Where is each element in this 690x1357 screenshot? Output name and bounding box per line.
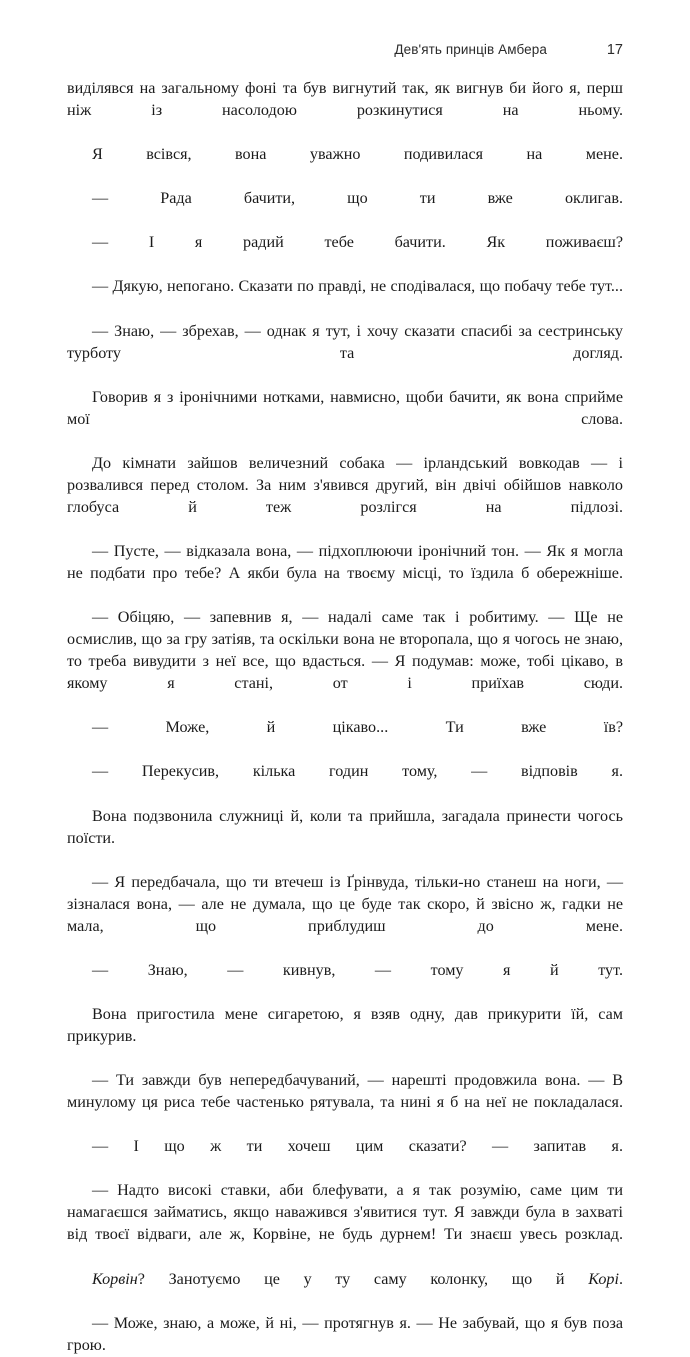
paragraph: До кімнати зайшов величезний собака — ірландський вовкодав — і розвалився перед столом. За ним з'явився другий, він двічі обійшов навколо глобуса й теж розлігся на підлозі. [67, 454, 623, 516]
running-head [67, 42, 623, 62]
text-run: . [618, 1270, 623, 1288]
paragraph: — Обіцяю, — запевнив я, — надалі саме так і робитиму. — Ще не осмислив, що за гру затіяв, та оскільки вона не второпала, що я чогось не знаю, то треба вивудити з неї все, що вдасться. — Я подумав: може, тобі цікаво, в якому я стані, от і приїхав сюди. [67, 609, 623, 693]
paragraph: — Надто високі ставки, аби блефувати, а я так розумію, саме цим ти намагаєшся займатись, якщо наважився з'явитися тут. Я завжди була в захваті від твоєї відваги, але ж, Корвіне, не будь дурнем! Ти знаєш увесь розклад. [67, 1182, 623, 1244]
body-text-block [67, 78, 623, 1357]
paragraph: — Ти завжди був непередбачуваний, — нарешті продовжила вона. — В минулому ця риса тебе частенько рятувала, та нині я б на неї не покладалася. [67, 1072, 623, 1112]
italic-text: Корі [588, 1270, 619, 1288]
paragraph: Говорив я з іронічними нотками, навмисно, щоби бачити, як вона сприйме мої слова. [67, 388, 623, 428]
paragraph [67, 1269, 623, 1313]
paragraph: — Рада бачити, що ти вже оклигав. [92, 190, 623, 208]
paragraph: — Може, й цікаво... Ти вже їв? [92, 719, 623, 737]
italic-text: Корвін [92, 1270, 138, 1288]
paragraph: — Дякую, непогано. Сказати по правді, не сподівалася, що побачу тебе тут... [92, 278, 623, 296]
paragraph: — Знаю, — кивнув, — тому я й тут. [92, 961, 623, 979]
paragraph: — І що ж ти хочеш цим сказати? — запитав я. [92, 1138, 623, 1156]
paragraph: Я всівся, вона уважно подивилася на мене. [92, 146, 623, 164]
paragraph: — Знаю, — збрехав, — однак я тут, і хочу сказати спасибі за сестринську турботу та догляд. [67, 322, 623, 362]
running-head-book-title: Дев'ять принців Амбера [394, 42, 547, 57]
text-run: ? Занотуємо це у ту саму колонку, що й [137, 1270, 589, 1288]
paragraph: виділявся на загальному фоні та був вигнутий так, як вигнув би його я, перш ніж із насолодою розкинутися на ньому. [67, 80, 623, 120]
paragraph: Вона пригостила мене сигаретою, я взяв одну, дав прикурити їй, сам прикурив. [67, 1005, 623, 1046]
paragraph: — І я радий тебе бачити. Як поживаєш? [92, 234, 623, 252]
paragraph: — Перекусив, кілька годин тому, — відповів я. [92, 763, 623, 781]
paragraph: — Я передбачала, що ти втечеш із Ґрінвуда, тільки-но станеш на ноги, — зізналася вона, — але не думала, що це буде так скоро, й звісно ж, гадки не мала, що приблудиш до мене. [67, 873, 623, 935]
paragraph: — Пусте, — відказала вона, — підхоплюючи іронічний тон. — Як я могла не подбати про тебе? А якби була на твоєму місці, то їздила б обережніше. [67, 542, 623, 583]
paragraph: — Може, знаю, а може, й ні, — протягнув я. — Не забувай, що я був поза грою. [67, 1314, 623, 1354]
paragraph: Вона подзвонила служниці й, коли та прийшла, загадала принести чогось поїсти. [67, 807, 623, 847]
page-number: 17 [606, 42, 623, 58]
